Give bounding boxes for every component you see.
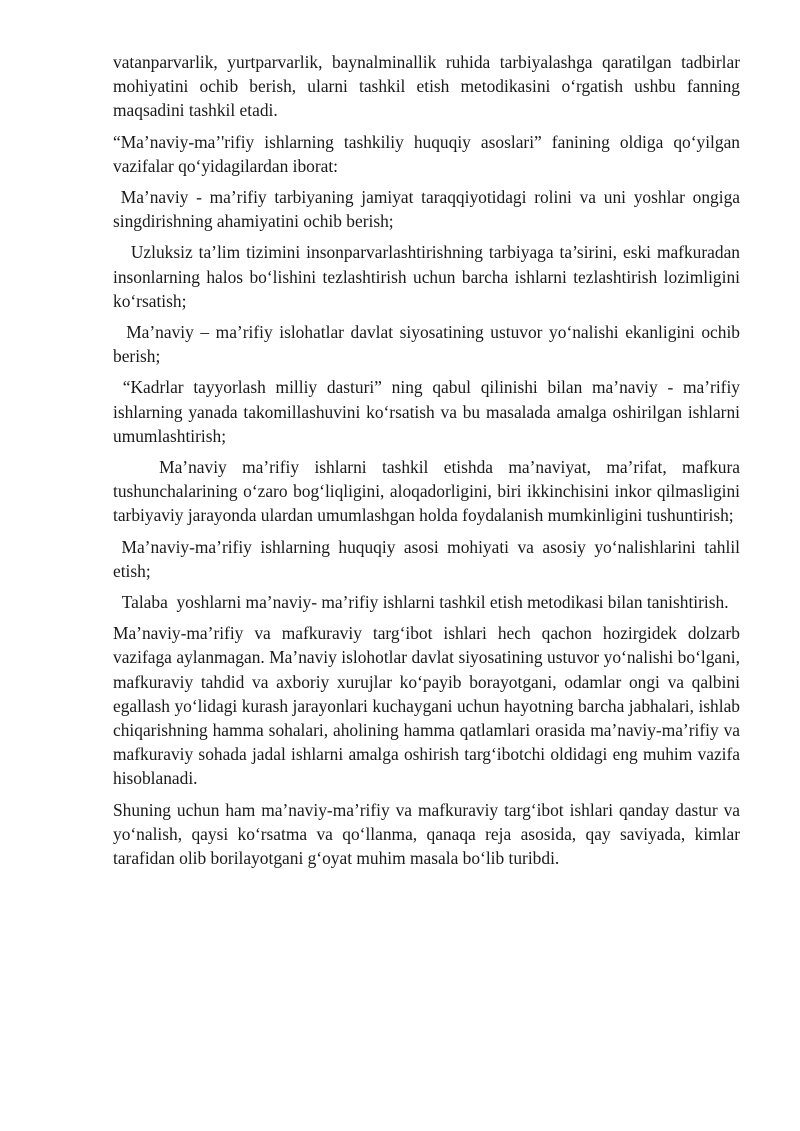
task-item-2: Uzluksiz ta’lim tizimini insonparvarlashtirishning tarbiyaga ta’sirini, eski mafkuradan insonlarning halos bo‘lishini tezlashtirish uchun barcha ishlarni tezlashtirish lozimligini ko‘rsatish; — [113, 242, 745, 311]
task-item-7: Talaba yoshlarni ma’naviy- ma’rifiy ishlarni tashkil etish metodikasi bilan tanishtirish. — [113, 592, 729, 613]
document-body — [113, 50, 745, 877]
task-item-1: Ma’naviy - ma’rifiy tarbiyaning jamiyat taraqqiyotidagi rolini va uni yoshlar ongiga singdirishning ahamiyatini ochib berish; — [113, 187, 745, 232]
paragraph-tasks-heading: “Ma’naviy-ma’'rifiy ishlarning tashkiliy huquqiy asoslari” fanining oldiga qo‘yilgan vazifalar qo‘yidagilardan iborat: — [113, 131, 740, 176]
paragraph-conclusion: Shuning uchun ham ma’naviy-ma’rifiy va mafkuraviy targ‘ibot ishlari qanday dastur va yo‘nalish, qaysi ko‘rsatma va qo‘llanma, qanaqa reja asosida, qay saviyada, kimlar tarafidan olib borilayotgani g‘oyat muhim masala bo‘lib turibdi. — [113, 799, 740, 869]
task-item-4: “Kadrlar tayyorlash milliy dasturi” ning qabul qilinishi bilan ma’naviy - ma’rifiy ishlarning yanada takomillashuvini ko‘rsatish va bu masalada amalga oshirilgan ishlarni umumlashtirish; — [113, 377, 745, 446]
task-item-6: Ma’naviy-ma’rifiy ishlarning huquqiy asosi mohiyati va asosiy yo‘nalishlarini tahlil etish; — [113, 536, 745, 581]
paragraph-importance: Ma’naviy-ma’rifiy va mafkuraviy targ‘ibot ishlari hech qachon hozirgidek dolzarb vazifaga aylanmagan. Ma’naviy islohotlar davlat siyosatining ustuvor yo‘nalishi bo‘lgani, mafkuraviy tahdid va axboriy xurujlar ko‘payib borayotgani, odamlar ongi va qalbini egallash yo‘lidagi kurash jarayonlari kuchaygani uchun hayotning barcha jabhalari, ishlab chiqarishning hamma sohalari, aholining hamma qatlamlari orasida ma’naviy-ma’rifiy va mafkuraviy sohada jadal ishlarni amalga oshirish targ‘ibotchi oldidagi eng muhim vazifa hisoblanadi. — [113, 623, 740, 789]
task-item-5: Ma’naviy ma’rifiy ishlarni tashkil etishda ma’naviyat, ma’rifat, mafkura tushunchalarining o‘zaro bog‘liqligini, aloqadorligini, biri ikkinchisini inkor qilmasligini tarbiyaviy jarayonda ulardan umumlashgan holda foydalanish mumkinligini tushuntirish; — [113, 457, 745, 526]
paragraph-intro-continued: vatanparvarlik, yurtparvarlik, baynalminallik ruhida tarbiyalashga qaratilgan tadbirlar mohiyatini ochib berish, ularni tashkil etish metodikasini o‘rgatish ushbu fanning maqsadini tashkil etadi. — [113, 52, 740, 121]
task-item-3: Ma’naviy – ma’rifiy islohatlar davlat siyosatining ustuvor yo‘nalishi ekanligini ochib berish; — [113, 322, 745, 367]
